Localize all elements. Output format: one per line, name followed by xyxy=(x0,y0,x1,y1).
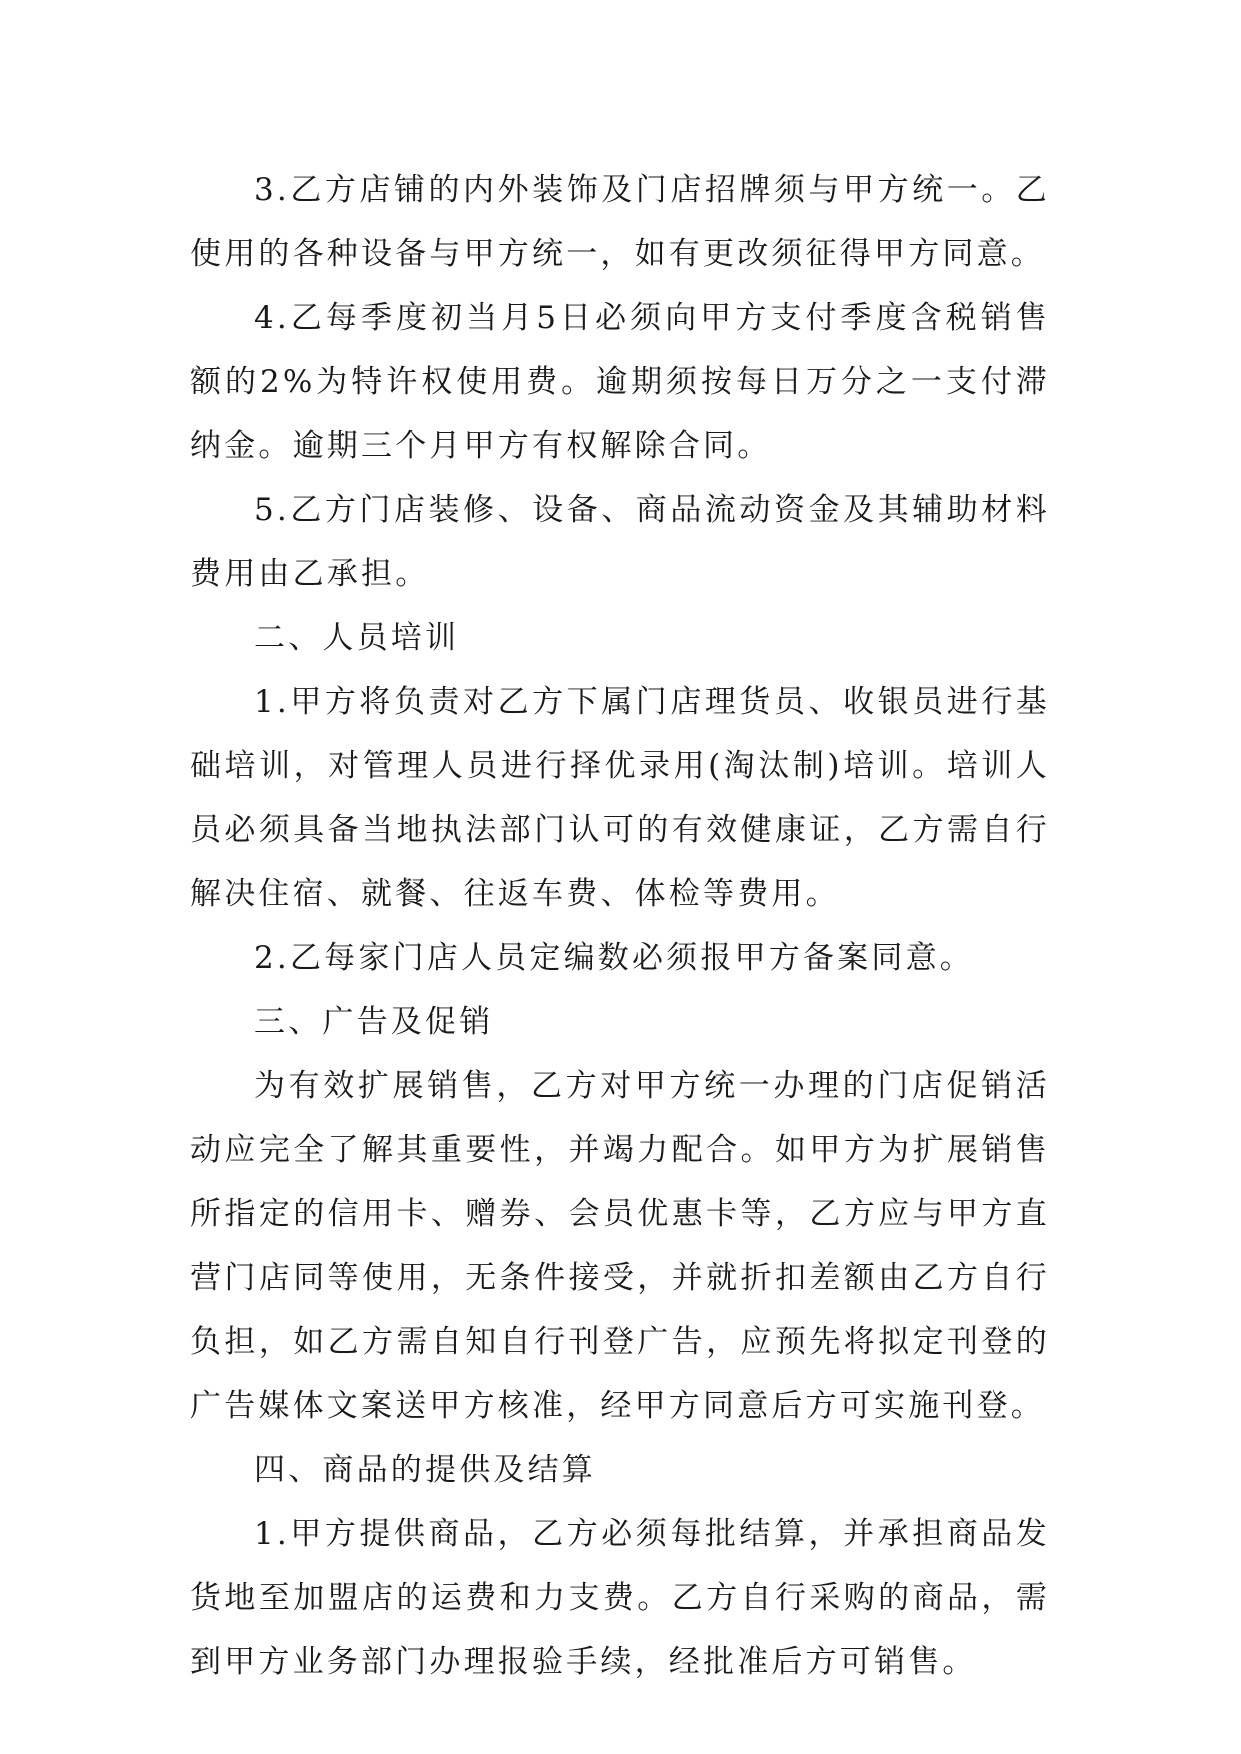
section-heading-advertising: 三、广告及促销 xyxy=(254,1004,494,1040)
training-clause-2: 2.乙每家门店人员定编数必须报甲方备案同意。 xyxy=(254,940,974,976)
advertising-clause: 为有效扩展销售，乙方对甲方统一办理的门店促销活动应完全了解其重要性，并竭力配合。如甲方为扩展销售所指定的信用卡、赠券、会员优惠卡等，乙方应与甲方直营门店同等使用，无条件接受，并就折扣差额由乙方自行负担，如乙方需自知自行刊登广告，应预先将拟定刊登的广告媒体文案送甲方核准，经甲方同意后方可实施刊登。 xyxy=(190,1068,1050,1424)
document-body xyxy=(190,158,1050,1694)
clause-3-decoration: 3.乙方店铺的内外装饰及门店招牌须与甲方统一。乙使用的各种设备与甲方统一，如有更改须征得甲方同意。 xyxy=(190,172,1050,272)
goods-clause-1: 1.甲方提供商品，乙方必须每批结算，并承担商品发货地至加盟店的运费和力支费。乙方自行采购的商品，需到甲方业务部门办理报验手续，经批准后方可销售。 xyxy=(190,1516,1050,1680)
training-clause-1: 1.甲方将负责对乙方下属门店理货员、收银员进行基础培训，对管理人员进行择优录用(淘汰制)培训。培训人员必须具备当地执法部门认可的有效健康证，乙方需自行解决住宿、就餐、往返车费、体检等费用。 xyxy=(190,684,1050,912)
clause-5-costs: 5.乙方门店装修、设备、商品流动资金及其辅助材料费用由乙承担。 xyxy=(190,492,1050,592)
section-heading-goods-settlement: 四、商品的提供及结算 xyxy=(254,1452,596,1488)
section-heading-training: 二、人员培训 xyxy=(254,620,460,656)
clause-4-franchise-fee: 4.乙每季度初当月5日必须向甲方支付季度含税销售额的2%为特许权使用费。逾期须按每日万分之一支付滞纳金。逾期三个月甲方有权解除合同。 xyxy=(190,300,1050,464)
